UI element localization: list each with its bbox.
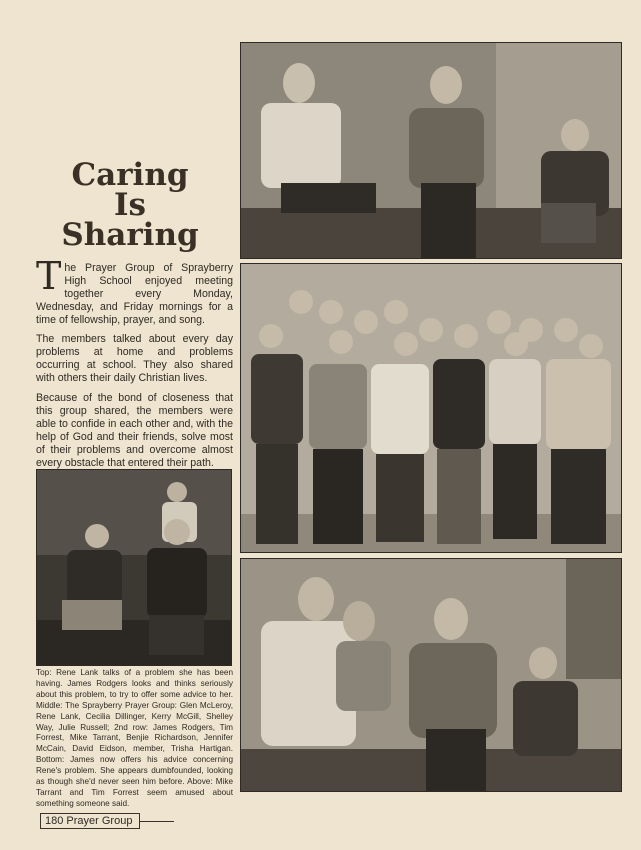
section-name: Prayer Group (66, 815, 133, 827)
body-paragraph-3: Because of the bond of closeness that this group shared, the members were able to confide in each other and, with the help of God and their friends, solve most of their problems and overcome almost every obstacle that entered their path. (36, 392, 233, 470)
headline-line-1: Caring (71, 157, 189, 193)
body-paragraph-1-text: he Prayer Group of Sprayberry High School enjoyed meeting together every Monday, Wednesday, and Friday mornings for a time of fellowship, prayer, and song. (36, 262, 233, 327)
folio (40, 812, 174, 830)
photo-left-image (37, 470, 231, 665)
headline-line-3: Sharing (61, 217, 199, 253)
photo-bottom (240, 558, 622, 792)
headline (30, 157, 230, 253)
drop-cap: T (36, 254, 62, 298)
photo-top (240, 42, 622, 259)
folio-rule (140, 821, 174, 822)
photo-bottom-image (241, 559, 621, 791)
photo-middle-image (241, 264, 621, 552)
body-paragraph-1 (36, 254, 233, 327)
photo-caption: Top: Rene Lank talks of a problem she has been having. James Rodgers looks and thinks seriously about this problem, to try to offer some advice to her. Middle: The Sprayberry Prayer Group: Glen McLeroy, Rene Lank, Cecilia Dillinger, Kerry McGill, Shelley Way, Julie Russell; 2nd row: James Rodgers, Tim Forrest, Mike Tarrant, Benjie Richardson, Jennifer McCain, David Eidson, member, Trisha Hartigan. Bottom: James now offers his advice concerning Rene's problem. She appears dumbfounded, looking as though she'd never seen him before. Above: Mike Tarrant and Tim Forrest seem amused about something someone said. (36, 668, 233, 808)
page-number: 180 (45, 815, 64, 827)
body-paragraph-2: The members talked about every day problems at home and problems occurring at school. They also shared with others their daily Christian lives. (36, 333, 233, 385)
photo-middle (240, 263, 622, 553)
headline-line-2: Is (114, 187, 146, 223)
photo-top-image (241, 43, 621, 258)
photo-left (36, 469, 232, 666)
folio-label (40, 813, 140, 829)
